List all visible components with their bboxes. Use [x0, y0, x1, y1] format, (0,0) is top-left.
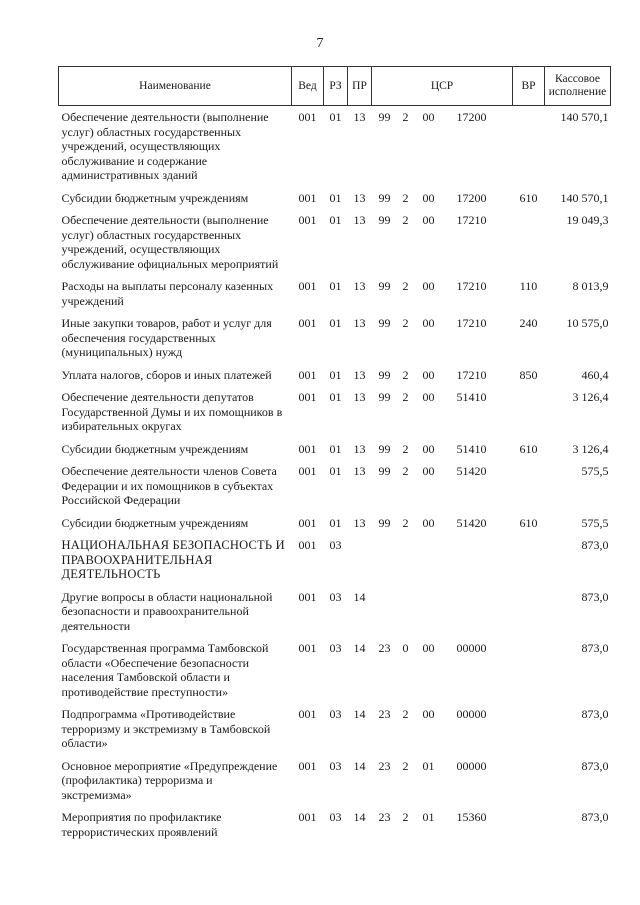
- csr-part-4: 17200: [456, 190, 487, 205]
- csr-part-3: 00: [422, 110, 435, 124]
- table-row: [59, 275, 611, 312]
- row-ved: 001: [298, 367, 317, 382]
- csr-part-2: 2: [402, 810, 409, 824]
- row-vr: 610: [519, 441, 538, 456]
- row-pr: 13: [353, 190, 366, 205]
- csr-code: [374, 279, 511, 294]
- row-csr: [372, 512, 513, 535]
- row-rz: 01: [329, 367, 342, 382]
- header-rz: РЗ: [324, 67, 348, 106]
- row-csr: [372, 806, 513, 843]
- csr-code: [374, 516, 511, 531]
- csr-part-2: 0: [402, 641, 409, 655]
- row-ved: 001: [298, 464, 317, 478]
- row-sum: 873,0: [581, 589, 609, 604]
- row-rz: 03: [329, 641, 342, 655]
- csr-part-4: 51410: [456, 441, 487, 456]
- row-csr: [372, 438, 513, 461]
- row-name: Подпрограмма «Противодействие терроризму и экстремизму в Тамбовской области»: [61, 707, 271, 750]
- csr-part-1: 99: [378, 190, 391, 205]
- csr-code: [374, 191, 511, 206]
- row-ved: 001: [298, 190, 317, 205]
- table-row: [59, 755, 611, 807]
- row-pr: [348, 534, 372, 586]
- row-rz: 01: [329, 316, 342, 330]
- header-sum: Кассовое исполнение: [545, 67, 611, 106]
- row-csr: [372, 586, 513, 638]
- header-name: Наименование: [59, 67, 292, 106]
- csr-part-2: 2: [402, 190, 409, 205]
- header-vr: ВР: [513, 67, 545, 106]
- row-pr: 14: [353, 707, 366, 721]
- row-rz: 01: [329, 110, 342, 124]
- row-ved: 001: [298, 441, 317, 456]
- csr-part-1: 99: [378, 316, 391, 330]
- table-row: [59, 586, 611, 638]
- row-rz: 01: [329, 213, 342, 227]
- row-pr: 13: [353, 213, 366, 227]
- csr-part-3: 00: [422, 213, 435, 227]
- csr-part-3: 00: [422, 279, 435, 293]
- row-name: Субсидии бюджетным учреждениям: [61, 190, 249, 205]
- csr-part-3: 00: [422, 190, 435, 205]
- row-rz: 03: [329, 589, 342, 604]
- table-row: [59, 106, 611, 187]
- csr-part-4: 51420: [456, 515, 487, 530]
- row-rz: 03: [329, 758, 342, 773]
- csr-part-1: 99: [378, 213, 391, 227]
- csr-code: [374, 707, 511, 722]
- row-csr: [372, 187, 513, 210]
- row-sum: 575,5: [581, 464, 609, 478]
- row-ved: 001: [298, 758, 317, 773]
- row-ved: 001: [298, 589, 317, 604]
- csr-part-2: 2: [402, 110, 409, 124]
- csr-part-1: 23: [378, 810, 391, 824]
- csr-part-2: 2: [402, 464, 409, 478]
- table-row: [59, 312, 611, 364]
- table-body: [59, 106, 611, 844]
- csr-code: [374, 110, 511, 125]
- row-name: Субсидии бюджетным учреждениям: [61, 441, 249, 456]
- csr-part-1: 99: [378, 367, 391, 382]
- table-row: [59, 534, 611, 586]
- row-rz: 03: [329, 810, 342, 824]
- row-name: Обеспечение деятельности депутатов Государственной Думы и их помощников в избирательных округах: [61, 390, 283, 433]
- row-pr: 13: [353, 464, 366, 478]
- row-csr: [372, 386, 513, 438]
- csr-part-2: 2: [402, 390, 409, 404]
- csr-part-1: 23: [378, 707, 391, 721]
- row-vr: 110: [519, 279, 538, 293]
- row-pr: 14: [353, 758, 366, 773]
- csr-part-1: 23: [378, 641, 391, 655]
- row-sum: 575,5: [581, 515, 609, 530]
- table-row: [59, 209, 611, 275]
- row-name: Обеспечение деятельности (выполнение услуг) областных государственных учреждений, осуществляющих обслуживание и содержание административных зданий: [61, 110, 269, 182]
- row-ved: 001: [298, 213, 317, 227]
- csr-part-2: 2: [402, 707, 409, 721]
- csr-code: [374, 464, 511, 479]
- row-sum: 19 049,3: [566, 213, 609, 227]
- csr-part-3: 00: [422, 515, 435, 530]
- row-rz: 01: [329, 464, 342, 478]
- row-sum: 10 575,0: [566, 316, 609, 330]
- row-name: Мероприятия по профилактике террористических проявлений: [61, 810, 222, 839]
- row-sum: 3 126,4: [572, 441, 609, 456]
- csr-part-4: 17200: [456, 110, 487, 124]
- csr-part-4: 00000: [456, 707, 487, 721]
- row-vr: [513, 637, 545, 703]
- csr-code: [374, 368, 511, 383]
- row-pr: 13: [353, 441, 366, 456]
- row-rz: 03: [329, 538, 342, 552]
- row-sum: 3 126,4: [572, 390, 609, 404]
- row-rz: 01: [329, 390, 342, 404]
- row-sum: 873,0: [581, 758, 609, 773]
- row-csr: [372, 460, 513, 512]
- row-csr: [372, 209, 513, 275]
- csr-part-4: 51410: [456, 390, 487, 404]
- row-pr: 13: [353, 367, 366, 382]
- csr-code: [374, 316, 511, 331]
- csr-part-3: 00: [422, 641, 435, 655]
- csr-part-3: 01: [422, 810, 435, 824]
- table-row: [59, 438, 611, 461]
- row-vr: 610: [519, 190, 538, 205]
- csr-part-3: 01: [422, 758, 435, 773]
- row-vr: [513, 806, 545, 843]
- csr-part-3: 00: [422, 464, 435, 478]
- csr-part-2: 2: [402, 279, 409, 293]
- csr-part-1: 99: [378, 110, 391, 124]
- row-name: Обеспечение деятельности (выполнение услуг) областных государственных учреждений, осуществляющих обслуживание официальных мероприятий: [61, 213, 279, 271]
- row-name: Обеспечение деятельности членов Совета Федерации и их помощников в субъектах Российской Федерации: [61, 464, 277, 507]
- row-name: Уплата налогов, сборов и иных платежей: [61, 367, 272, 382]
- row-pr: 13: [353, 279, 366, 293]
- row-vr: 240: [519, 316, 538, 330]
- csr-code: [374, 810, 511, 825]
- row-sum: 873,0: [581, 707, 609, 721]
- table-row: [59, 460, 611, 512]
- csr-code: [374, 641, 511, 656]
- csr-part-2: 2: [402, 758, 409, 773]
- page-number: 7: [316, 36, 324, 51]
- table-row: [59, 187, 611, 210]
- csr-part-1: 23: [378, 758, 391, 773]
- row-sum: 873,0: [581, 641, 609, 655]
- row-ved: 001: [298, 110, 317, 124]
- row-vr: [513, 386, 545, 438]
- row-pr: 14: [353, 589, 366, 604]
- row-ved: 001: [298, 538, 317, 552]
- table-row: [59, 703, 611, 755]
- row-ved: 001: [298, 390, 317, 404]
- header-csr: ЦСР: [372, 67, 513, 106]
- row-ved: 001: [298, 279, 317, 293]
- row-name: Расходы на выплаты персоналу казенных учреждений: [61, 279, 274, 308]
- row-sum: 140 570,1: [560, 190, 609, 205]
- csr-part-1: 99: [378, 515, 391, 530]
- row-vr: [513, 460, 545, 512]
- row-ved: 001: [298, 641, 317, 655]
- row-vr: [513, 755, 545, 807]
- table-row: [59, 806, 611, 843]
- table-header: [59, 67, 611, 106]
- csr-part-4: 15360: [456, 810, 487, 824]
- csr-part-1: 99: [378, 441, 391, 456]
- table-row: [59, 512, 611, 535]
- csr-part-2: 2: [402, 515, 409, 530]
- csr-part-4: 17210: [456, 316, 487, 330]
- csr-part-4: 00000: [456, 758, 487, 773]
- table-row: [59, 364, 611, 387]
- row-name: Другие вопросы в области национальной безопасности и правоохранительной деятельности: [61, 589, 273, 633]
- row-sum: 873,0: [581, 538, 609, 552]
- header-ved: Вед: [292, 67, 324, 106]
- csr-part-3: 00: [422, 441, 435, 456]
- row-name: Субсидии бюджетным учреждениям: [61, 515, 249, 530]
- csr-part-4: 51420: [456, 464, 487, 478]
- row-pr: 13: [353, 390, 366, 404]
- row-sum: 460,4: [581, 367, 609, 382]
- row-pr: 13: [353, 515, 366, 530]
- row-csr: [372, 755, 513, 807]
- row-name: Иные закупки товаров, работ и услуг для обеспечения государственных (муниципальных) нужд: [61, 316, 272, 359]
- row-ved: 001: [298, 810, 317, 824]
- row-csr: [372, 312, 513, 364]
- row-rz: 01: [329, 190, 342, 205]
- row-vr: [513, 534, 545, 586]
- row-vr: 850: [519, 367, 538, 382]
- row-rz: 01: [329, 279, 342, 293]
- row-name: Основное мероприятие «Предупреждение (профилактика) терроризма и экстремизма»: [61, 758, 278, 802]
- csr-part-2: 2: [402, 367, 409, 382]
- csr-code: [374, 390, 511, 405]
- row-ved: 001: [298, 515, 317, 530]
- row-pr: 14: [353, 810, 366, 824]
- row-csr: [372, 275, 513, 312]
- row-sum: 8 013,9: [572, 279, 609, 293]
- row-csr: [372, 364, 513, 387]
- row-csr: [372, 703, 513, 755]
- budget-table: [58, 66, 611, 843]
- csr-part-3: 00: [422, 316, 435, 330]
- row-name: Государственная программа Тамбовской области «Обеспечение безопасности населения Тамбовской области и противодействие преступности»: [61, 641, 269, 699]
- csr-part-3: 00: [422, 390, 435, 404]
- csr-part-1: 99: [378, 390, 391, 404]
- row-vr: [513, 586, 545, 638]
- csr-part-4: 17210: [456, 213, 487, 227]
- csr-part-2: 2: [402, 213, 409, 227]
- csr-part-1: 99: [378, 279, 391, 293]
- csr-part-2: 2: [402, 441, 409, 456]
- csr-part-3: 00: [422, 707, 435, 721]
- row-ved: 001: [298, 316, 317, 330]
- csr-code: [374, 442, 511, 457]
- header-pr: ПР: [348, 67, 372, 106]
- csr-code: [374, 759, 511, 774]
- row-sum: 873,0: [581, 810, 609, 824]
- csr-part-1: 99: [378, 464, 391, 478]
- csr-part-4: 17210: [456, 367, 487, 382]
- row-rz: 01: [329, 515, 342, 530]
- row-name: НАЦИОНАЛЬНАЯ БЕЗОПАСНОСТЬ И ПРАВООХРАНИТЕЛЬНАЯ ДЕЯТЕЛЬНОСТЬ: [61, 538, 285, 581]
- row-vr: [513, 703, 545, 755]
- row-vr: [513, 106, 545, 187]
- row-pr: 13: [353, 110, 366, 124]
- row-csr: [372, 534, 513, 586]
- row-vr: 610: [519, 515, 538, 530]
- row-sum: 140 570,1: [560, 110, 609, 124]
- row-vr: [513, 209, 545, 275]
- csr-code: [374, 213, 511, 228]
- row-pr: 13: [353, 316, 366, 330]
- row-rz: 01: [329, 441, 342, 456]
- table-row: [59, 386, 611, 438]
- csr-part-4: 00000: [456, 641, 487, 655]
- csr-part-2: 2: [402, 316, 409, 330]
- row-rz: 03: [329, 707, 342, 721]
- table-row: [59, 637, 611, 703]
- csr-part-3: 00: [422, 367, 435, 382]
- csr-part-4: 17210: [456, 279, 487, 293]
- row-csr: [372, 106, 513, 187]
- row-csr: [372, 637, 513, 703]
- row-ved: 001: [298, 707, 317, 721]
- row-pr: 14: [353, 641, 366, 655]
